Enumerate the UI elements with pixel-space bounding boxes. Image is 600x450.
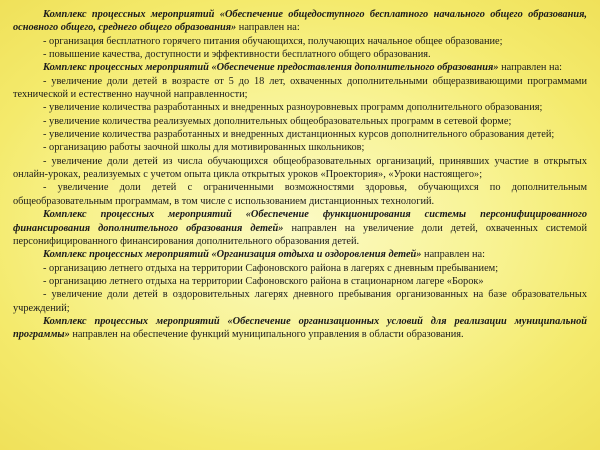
block-title: Комплекс процессных мероприятий «Обеспечение организационных условий для реализации муниципальной программы»: [13, 315, 587, 341]
list-item: - организацию летнего отдыха на территории Сафоновского района в лагерях с дневным пребыванием;: [43, 262, 499, 274]
block-title: Комплекс процессных мероприятий «Организация отдыха и оздоровления детей»: [43, 249, 422, 261]
block-organizational-conditions: [13, 315, 587, 342]
list-item: - организация бесплатного горячего питания обучающихся, получающих начальное общее образование;: [43, 35, 503, 47]
block-general-education: [13, 8, 587, 35]
list-item: - увеличение доли детей в оздоровительных лагерях дневного пребывания организованных на базе образовательных учреждений;: [13, 289, 587, 314]
list-item: - повышение качества, доступности и эффективности бесплатного общего образования.: [43, 49, 431, 61]
block-lead: направлен на:: [498, 62, 563, 74]
list-item: - увеличение количества разработанных и внедренных дистанционных курсов дополнительного образования детей;: [43, 129, 555, 141]
list-item: - организацию работы заочной школы для мотивированных школьников;: [43, 142, 365, 154]
list-item: - организацию летнего отдыха на территории Сафоновского района в стационарном лагере «Борок»: [43, 275, 484, 287]
list-item: - увеличение количества реализуемых дополнительных общеобразовательных программ в сетевой форме;: [43, 115, 512, 127]
list-item: - увеличение доли детей с ограниченными возможностями здоровья, обучающихся по дополнительным общеобразовательным программам, в том числе с использованием дистанционных технологий.: [13, 182, 587, 207]
list-item: - увеличение количества разработанных и внедренных разноуровневых программ дополнительного образования;: [43, 102, 543, 114]
document-body: [13, 8, 587, 342]
block-children-rest: [13, 248, 587, 261]
list-item: - увеличение доли детей в возрасте от 5 до 18 лет, охваченных дополнительными общеразвивающими программами технической и естественно научной направленности;: [13, 75, 587, 101]
block-lead: направлен на:: [421, 249, 485, 261]
block-text: направлен на увеличение доли детей, охваченных системой персонифицированного финансирования дополнительного образования детей.: [13, 222, 588, 247]
block-title: Комплекс процессных мероприятий «Обеспечение предоставления дополнительного образования»: [43, 62, 499, 74]
block-additional-education: [13, 61, 587, 74]
block-lead: направлен на:: [236, 22, 300, 34]
block-title: Комплекс процессных мероприятий «Обеспечение общедоступного бесплатного начального общего образования, основного общего, среднего общего образования»: [13, 9, 587, 34]
list-item: - увеличение доли детей из числа обучающихся общеобразовательных организаций, принявших участие в открытых онлайн-уроках, реализуемых с учетом опыта цикла открытых уроков «Проектория», «Уроки настоящего»;: [13, 155, 587, 181]
block-personified-financing: [13, 208, 587, 248]
block-title: Комплекс процессных мероприятий «Обеспечение функционирования системы персонифицированного финансирования дополнительного образования детей»: [13, 209, 587, 234]
block-text: направлен на обеспечение функций муниципального управления в области образования.: [69, 329, 464, 341]
